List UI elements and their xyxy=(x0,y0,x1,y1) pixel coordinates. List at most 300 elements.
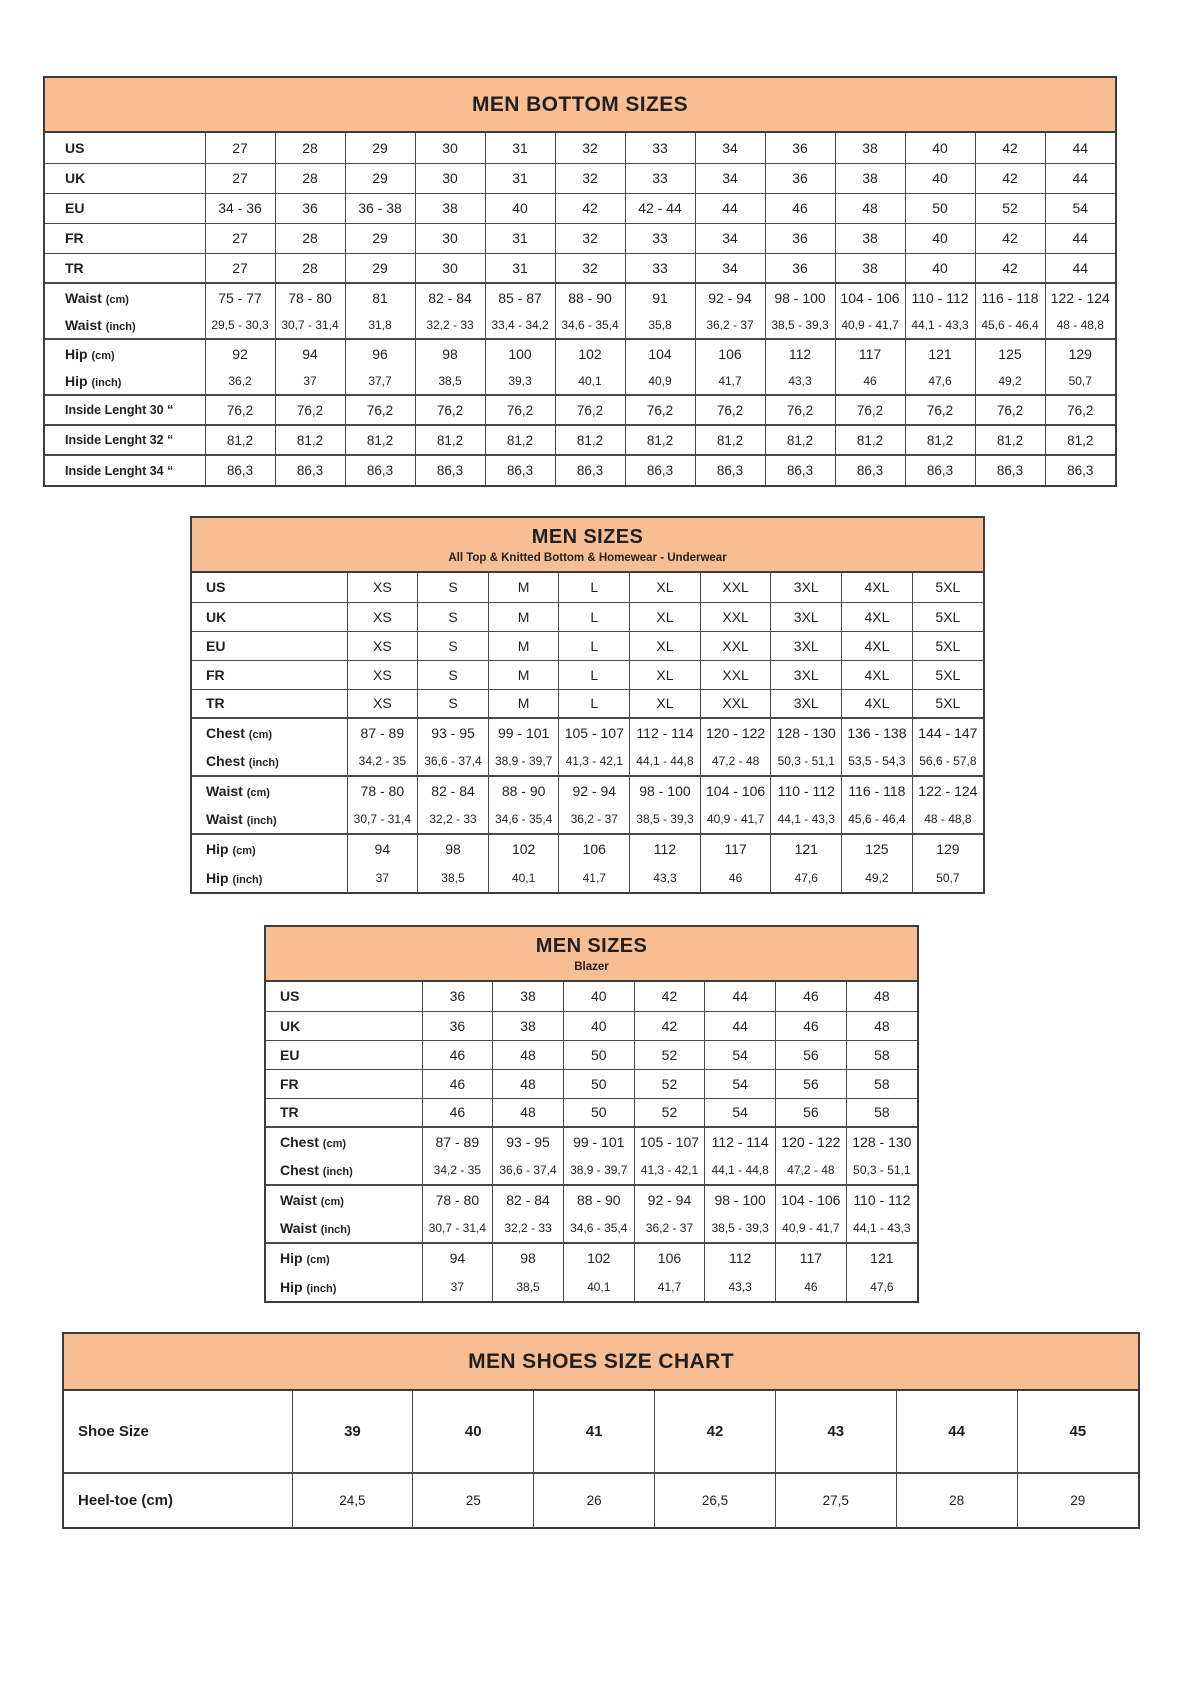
cell: 50,3 - 51,1 xyxy=(846,1156,917,1185)
cell: 48 - 48,8 xyxy=(1045,311,1115,339)
row-label-text: Shoe Size xyxy=(78,1423,149,1440)
cell: 117 xyxy=(835,339,905,367)
row-label-text: TR xyxy=(65,259,84,276)
cell: 47,2 - 48 xyxy=(776,1156,847,1185)
cell: 82 - 84 xyxy=(493,1185,564,1214)
table-row-tr xyxy=(266,1098,917,1127)
row-label-chest-inch xyxy=(192,747,347,776)
row-label-text: US xyxy=(206,579,226,596)
row-label-unit: (cm) xyxy=(306,1254,330,1266)
cell: 81,2 xyxy=(345,425,415,455)
cell: 76,2 xyxy=(905,395,975,425)
cell: 38,9 - 39,7 xyxy=(563,1156,634,1185)
cell: 81,2 xyxy=(275,425,345,455)
row-label-uk xyxy=(192,602,347,631)
table-row-hip-inch xyxy=(192,863,983,892)
cell: 76,2 xyxy=(275,395,345,425)
cell: 44,1 - 43,3 xyxy=(905,311,975,339)
row-label-text: Inside Lenght 34 “ xyxy=(65,463,174,478)
row-label-unit: (inch) xyxy=(232,873,263,886)
cell: 30,7 - 31,4 xyxy=(422,1214,493,1243)
row-label-chest-inch xyxy=(266,1156,422,1185)
cell: 47,6 xyxy=(846,1272,917,1301)
cell: 44,1 - 43,3 xyxy=(846,1214,917,1243)
table-row-waist-cm xyxy=(45,283,1115,311)
cell: 34 xyxy=(695,253,765,283)
row-label-us xyxy=(45,133,205,163)
row-label-text: Waist xyxy=(65,316,102,333)
row-label-chest-cm xyxy=(266,1127,422,1156)
cell: 93 - 95 xyxy=(493,1127,564,1156)
cell: 112 - 114 xyxy=(705,1127,776,1156)
row-label-unit: (inch) xyxy=(248,757,279,769)
cell: 40 xyxy=(563,982,634,1011)
row-label-inside-lenght-32 xyxy=(45,425,205,455)
cell: L xyxy=(559,631,630,660)
cell: 92 xyxy=(205,339,275,367)
row-label-shoe-size xyxy=(64,1391,292,1473)
row-label-unit: (inch) xyxy=(91,376,122,389)
cell: 33 xyxy=(625,223,695,253)
men-shoes-size-chart-table xyxy=(62,1332,1140,1529)
cell: S xyxy=(418,573,489,602)
cell: 50 xyxy=(905,193,975,223)
cell: 29 xyxy=(345,163,415,193)
cell: 112 xyxy=(765,339,835,367)
table-row-tr xyxy=(45,253,1115,283)
cell: 29 xyxy=(345,253,415,283)
row-label-text: Heel-toe (cm) xyxy=(78,1492,174,1509)
row-label-text: Hip xyxy=(206,841,229,857)
cell: M xyxy=(488,660,559,689)
cell: 28 xyxy=(275,133,345,163)
row-label-unit: (cm) xyxy=(232,845,256,857)
cell: 45,6 - 46,4 xyxy=(975,311,1045,339)
cell: 40 xyxy=(905,223,975,253)
cell: 121 xyxy=(905,339,975,367)
cell: 32,2 - 33 xyxy=(493,1214,564,1243)
table-row-uk xyxy=(45,163,1115,193)
cell: 4XL xyxy=(842,689,913,718)
cell: 76,2 xyxy=(555,395,625,425)
row-label-eu xyxy=(192,631,347,660)
cell: 48 xyxy=(835,193,905,223)
cell: 35,8 xyxy=(625,311,695,339)
cell: 31 xyxy=(485,163,555,193)
cell: 120 - 122 xyxy=(776,1127,847,1156)
row-label-text: EU xyxy=(280,1046,300,1063)
table-row-eu xyxy=(45,193,1115,223)
row-label-text: Hip xyxy=(280,1278,303,1295)
table-title: MEN SIZES xyxy=(535,935,648,957)
cell: 28 xyxy=(275,163,345,193)
men-shoes-size-chart-header xyxy=(64,1334,1138,1391)
cell: 36 xyxy=(422,1011,493,1040)
cell: 81,2 xyxy=(905,425,975,455)
row-label-text: TR xyxy=(280,1104,299,1121)
cell: 34 xyxy=(695,223,765,253)
cell: 42 xyxy=(555,193,625,223)
cell: 78 - 80 xyxy=(275,283,345,311)
cell: 4XL xyxy=(842,573,913,602)
cell: 50 xyxy=(563,1098,634,1127)
cell: 52 xyxy=(634,1069,705,1098)
cell: 53,5 - 54,3 xyxy=(842,747,913,776)
cell: 43 xyxy=(775,1391,896,1473)
table-row-waist-cm xyxy=(192,776,983,805)
cell: 105 - 107 xyxy=(634,1127,705,1156)
cell: 26 xyxy=(534,1473,655,1527)
cell: 81,2 xyxy=(625,425,695,455)
cell: 91 xyxy=(625,283,695,311)
cell: 88 - 90 xyxy=(555,283,625,311)
cell: 42 xyxy=(634,1011,705,1040)
cell: XL xyxy=(630,573,701,602)
cell: 36,2 - 37 xyxy=(559,805,630,834)
cell: 36 xyxy=(765,133,835,163)
cell: 92 - 94 xyxy=(634,1185,705,1214)
cell: 34,6 - 35,4 xyxy=(488,805,559,834)
cell: 56 xyxy=(776,1098,847,1127)
cell: 87 - 89 xyxy=(422,1127,493,1156)
cell: 81,2 xyxy=(415,425,485,455)
cell: 32 xyxy=(555,253,625,283)
men-sizes-grid xyxy=(192,573,983,892)
cell: 32,2 - 33 xyxy=(418,805,489,834)
cell: 40 xyxy=(485,193,555,223)
table-row-uk xyxy=(192,602,983,631)
table-title: MEN BOTTOM SIZES xyxy=(471,93,689,116)
row-label-text: Waist xyxy=(280,1220,317,1236)
cell: 110 - 112 xyxy=(905,283,975,311)
cell: 42 xyxy=(975,223,1045,253)
row-label-fr xyxy=(45,223,205,253)
cell: 87 - 89 xyxy=(347,718,418,747)
cell: 42 xyxy=(975,253,1045,283)
cell: 38 xyxy=(835,163,905,193)
cell: 82 - 84 xyxy=(418,776,489,805)
cell: 110 - 112 xyxy=(771,776,842,805)
cell: 86,3 xyxy=(905,455,975,485)
cell: 38 xyxy=(835,133,905,163)
cell: 36,6 - 37,4 xyxy=(493,1156,564,1185)
cell: 86,3 xyxy=(345,455,415,485)
men-shoes-size-chart-grid xyxy=(64,1391,1138,1527)
cell: 105 - 107 xyxy=(559,718,630,747)
cell: 58 xyxy=(846,1040,917,1069)
cell: 116 - 118 xyxy=(975,283,1045,311)
table-row-hip-cm xyxy=(192,834,983,863)
row-label-tr xyxy=(266,1098,422,1127)
cell: 122 - 124 xyxy=(1045,283,1115,311)
row-label-text: Chest xyxy=(280,1162,319,1178)
cell: 121 xyxy=(771,834,842,863)
cell: 98 - 100 xyxy=(630,776,701,805)
cell: S xyxy=(418,689,489,718)
row-label-text: Hip xyxy=(65,345,88,362)
cell: 129 xyxy=(912,834,983,863)
cell: 81,2 xyxy=(485,425,555,455)
cell: 5XL xyxy=(912,631,983,660)
table-row-inside-lenght-32 xyxy=(45,425,1115,455)
row-label-us xyxy=(192,573,347,602)
cell: 43,3 xyxy=(630,863,701,892)
row-label-hip-cm xyxy=(45,339,205,367)
cell: 54 xyxy=(705,1040,776,1069)
cell: 37 xyxy=(347,863,418,892)
cell: 5XL xyxy=(912,602,983,631)
cell: 34,6 - 35,4 xyxy=(563,1214,634,1243)
cell: 98 xyxy=(418,834,489,863)
cell: 30 xyxy=(415,163,485,193)
cell: 31 xyxy=(485,133,555,163)
table-row-hip-inch xyxy=(45,367,1115,395)
row-label-unit: (inch) xyxy=(246,815,277,827)
men-bottom-sizes-header xyxy=(45,78,1115,133)
table-row-waist-inch xyxy=(45,311,1115,339)
table-row-chest-cm xyxy=(266,1127,917,1156)
cell: 129 xyxy=(1045,339,1115,367)
cell: 34 - 36 xyxy=(205,193,275,223)
cell: 3XL xyxy=(771,573,842,602)
cell: 40,1 xyxy=(563,1272,634,1301)
row-label-inside-lenght-30 xyxy=(45,395,205,425)
row-label-hip-cm xyxy=(192,834,347,863)
cell: 40,1 xyxy=(488,863,559,892)
cell: 48 xyxy=(846,982,917,1011)
cell: 40 xyxy=(905,133,975,163)
cell: 33 xyxy=(625,253,695,283)
cell: 47,2 - 48 xyxy=(700,747,771,776)
cell: XL xyxy=(630,689,701,718)
row-label-us xyxy=(266,982,422,1011)
row-label-inside-lenght-34 xyxy=(45,455,205,485)
row-label-hip-inch xyxy=(266,1272,422,1301)
row-label-hip-inch xyxy=(192,863,347,892)
cell: 37 xyxy=(422,1272,493,1301)
row-label-hip-cm xyxy=(266,1243,422,1272)
cell: 29 xyxy=(345,133,415,163)
row-label-unit: (inch) xyxy=(322,1166,353,1178)
cell: 36,6 - 37,4 xyxy=(418,747,489,776)
cell: S xyxy=(418,631,489,660)
cell: 92 - 94 xyxy=(559,776,630,805)
cell: 122 - 124 xyxy=(912,776,983,805)
cell: 81,2 xyxy=(835,425,905,455)
cell: 82 - 84 xyxy=(415,283,485,311)
men-blazer-sizes-table xyxy=(264,925,919,1303)
cell: 56 xyxy=(776,1040,847,1069)
cell: 38 xyxy=(835,223,905,253)
row-label-unit: (cm) xyxy=(91,349,115,362)
cell: 76,2 xyxy=(1045,395,1115,425)
cell: 86,3 xyxy=(695,455,765,485)
cell: 40 xyxy=(563,1011,634,1040)
table-row-shoe-size xyxy=(64,1391,1138,1473)
cell: 41,7 xyxy=(559,863,630,892)
cell: 120 - 122 xyxy=(700,718,771,747)
cell: 4XL xyxy=(842,602,913,631)
cell: 104 - 106 xyxy=(700,776,771,805)
row-label-text: Hip xyxy=(65,372,88,389)
row-label-text: FR xyxy=(280,1075,299,1092)
cell: 117 xyxy=(776,1243,847,1272)
cell: 121 xyxy=(846,1243,917,1272)
cell: 32,2 - 33 xyxy=(415,311,485,339)
cell: 102 xyxy=(488,834,559,863)
row-label-text: Chest xyxy=(280,1134,319,1150)
cell: 27 xyxy=(205,223,275,253)
cell: 34 xyxy=(695,163,765,193)
cell: 46 xyxy=(776,982,847,1011)
row-label-unit: (cm) xyxy=(246,787,270,799)
row-label-text: US xyxy=(65,139,85,156)
row-label-text: Waist xyxy=(280,1192,317,1208)
cell: 38 xyxy=(415,193,485,223)
cell: 81 xyxy=(345,283,415,311)
cell: 92 - 94 xyxy=(695,283,765,311)
cell: 34,2 - 35 xyxy=(422,1156,493,1185)
cell: 98 - 100 xyxy=(765,283,835,311)
row-label-unit: (cm) xyxy=(248,729,273,741)
cell: 46 xyxy=(765,193,835,223)
row-label-text: FR xyxy=(65,230,84,246)
cell: 81,2 xyxy=(205,425,275,455)
table-row-fr xyxy=(192,660,983,689)
cell: 47,6 xyxy=(905,367,975,395)
cell: 100 xyxy=(485,339,555,367)
row-label-text: EU xyxy=(206,637,226,654)
table-title: MEN SHOES SIZE CHART xyxy=(468,1350,734,1373)
table-row-tr xyxy=(192,689,983,718)
cell: 4XL xyxy=(842,660,913,689)
cell: 3XL xyxy=(771,631,842,660)
cell: 24,5 xyxy=(292,1473,413,1527)
row-label-hip-inch xyxy=(45,367,205,395)
men-sizes-header xyxy=(266,927,917,982)
cell: 48 xyxy=(493,1040,564,1069)
cell: 45,6 - 46,4 xyxy=(842,805,913,834)
row-label-chest-cm xyxy=(192,718,347,747)
cell: 29 xyxy=(345,223,415,253)
row-label-text: Chest xyxy=(206,725,245,741)
cell: 104 - 106 xyxy=(835,283,905,311)
cell: 38,5 - 39,3 xyxy=(765,311,835,339)
row-label-waist-cm xyxy=(45,283,205,311)
cell: M xyxy=(488,689,559,718)
cell: 86,3 xyxy=(765,455,835,485)
cell: 81,2 xyxy=(975,425,1045,455)
cell: 3XL xyxy=(771,602,842,631)
cell: 40,9 - 41,7 xyxy=(700,805,771,834)
cell: 36 xyxy=(765,253,835,283)
table-row-eu xyxy=(192,631,983,660)
cell: 27 xyxy=(205,133,275,163)
table-row-hip-cm xyxy=(45,339,1115,367)
cell: S xyxy=(418,602,489,631)
cell: 44 xyxy=(705,1011,776,1040)
cell: 38,9 - 39,7 xyxy=(488,747,559,776)
cell: 81,2 xyxy=(555,425,625,455)
cell: 46 xyxy=(422,1098,493,1127)
cell: 40 xyxy=(413,1391,534,1473)
cell: 75 - 77 xyxy=(205,283,275,311)
cell: 34,2 - 35 xyxy=(347,747,418,776)
row-label-unit: (inch) xyxy=(306,1282,337,1295)
cell: 42 xyxy=(655,1391,776,1473)
cell: 86,3 xyxy=(835,455,905,485)
row-label-unit: (inch) xyxy=(105,320,136,333)
cell: 54 xyxy=(705,1098,776,1127)
cell: 52 xyxy=(634,1098,705,1127)
cell: XXL xyxy=(700,573,771,602)
table-row-fr xyxy=(266,1069,917,1098)
cell: 44 xyxy=(1045,253,1115,283)
cell: 112 xyxy=(630,834,701,863)
cell: XS xyxy=(347,631,418,660)
cell: 86,3 xyxy=(485,455,555,485)
cell: 125 xyxy=(842,834,913,863)
cell: 47,6 xyxy=(771,863,842,892)
cell: M xyxy=(488,631,559,660)
size-charts-page xyxy=(0,76,1200,1529)
cell: 31 xyxy=(485,253,555,283)
row-label-text: Waist xyxy=(206,783,243,799)
cell: 52 xyxy=(975,193,1045,223)
cell: 104 - 106 xyxy=(776,1185,847,1214)
table-subtitle: Blazer xyxy=(574,961,609,973)
cell: L xyxy=(559,660,630,689)
row-label-waist-inch xyxy=(45,311,205,339)
row-label-text: TR xyxy=(206,695,225,712)
cell: 104 xyxy=(625,339,695,367)
cell: XS xyxy=(347,660,418,689)
table-row-us xyxy=(266,982,917,1011)
cell: 30,7 - 31,4 xyxy=(275,311,345,339)
table-subtitle: All Top & Knitted Bottom & Homewear - Underwear xyxy=(448,552,727,564)
cell: 76,2 xyxy=(695,395,765,425)
cell: 37 xyxy=(275,367,345,395)
cell: XXL xyxy=(700,631,771,660)
cell: 76,2 xyxy=(975,395,1045,425)
cell: 46 xyxy=(835,367,905,395)
cell: 25 xyxy=(413,1473,534,1527)
cell: XS xyxy=(347,602,418,631)
cell: XL xyxy=(630,660,701,689)
cell: 98 xyxy=(415,339,485,367)
cell: 86,3 xyxy=(625,455,695,485)
table-row-waist-cm xyxy=(266,1185,917,1214)
cell: 49,2 xyxy=(975,367,1045,395)
cell: 40,1 xyxy=(555,367,625,395)
cell: 85 - 87 xyxy=(485,283,555,311)
row-label-waist-cm xyxy=(192,776,347,805)
row-label-unit: (cm) xyxy=(320,1196,344,1208)
table-row-hip-inch xyxy=(266,1272,917,1301)
cell: 46 xyxy=(776,1272,847,1301)
cell: 46 xyxy=(422,1069,493,1098)
row-label-eu xyxy=(266,1040,422,1069)
cell: XXL xyxy=(700,660,771,689)
cell: 76,2 xyxy=(345,395,415,425)
cell: 32 xyxy=(555,223,625,253)
cell: 44 xyxy=(705,982,776,1011)
cell: 28 xyxy=(275,223,345,253)
cell: 38,5 xyxy=(493,1272,564,1301)
cell: 50 xyxy=(563,1040,634,1069)
table-row-inside-lenght-34 xyxy=(45,455,1115,485)
cell: 52 xyxy=(634,1040,705,1069)
